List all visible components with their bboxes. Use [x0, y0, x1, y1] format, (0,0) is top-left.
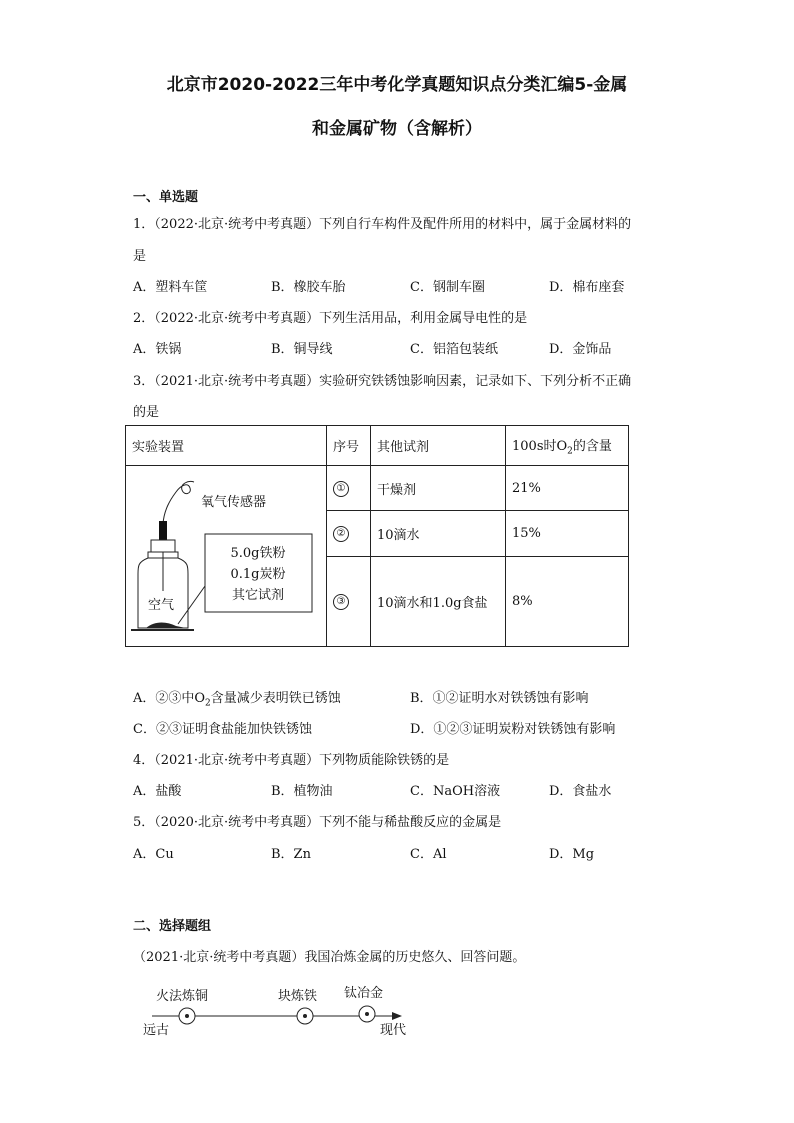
header-o2-post: 的含量 [572, 438, 612, 454]
q1-option-a: A．塑料车筐 [133, 280, 208, 295]
box-text-carbon: 0.1g炭粉 [230, 567, 286, 582]
apparatus-cell [126, 466, 327, 647]
timeline-event-copper: 火法炼铜 [156, 989, 209, 1004]
row3-reagent: 10滴水和1.0g食盐 [371, 556, 506, 647]
timeline-end-label: 现代 [380, 1023, 407, 1038]
q4-option-c: C．NaOH溶液 [410, 784, 501, 799]
q3-option-c: C．②③证明食盐能加快铁锈蚀 [133, 722, 312, 737]
table-header-row [126, 426, 629, 466]
timeline-event-iron: 块炼铁 [278, 989, 318, 1004]
q5-option-a: A．Cu [133, 847, 174, 862]
q5-option-c: C．Al [410, 847, 447, 862]
timeline-event-dot [185, 1014, 189, 1018]
q3-option-a-post: 含量减少表明铁已锈蚀 [210, 691, 341, 706]
apparatus-diagram [126, 466, 327, 646]
q3-experiment-table [125, 425, 629, 647]
q3-stem-line1: 3．（2021·北京·统考中考真题）实验研究铁锈蚀影响因素，记录如下、下列分析不正确 [133, 374, 632, 389]
section-heading-question-group: 二、选择题组 [133, 919, 212, 934]
box-text-other: 其它试剂 [231, 588, 285, 603]
q1-stem-line1: 1．（2022·北京·统考中考真题）下列自行车构件及配件所用的材料中，属于金属材料的 [133, 217, 632, 232]
air-label: 空气 [148, 598, 175, 613]
q2-option-a: A．铁锅 [133, 342, 182, 357]
timeline-event-titanium: 钛冶金 [344, 986, 384, 1001]
q3-option-a-pre: A．②③中O [133, 691, 206, 706]
box-text-iron: 5.0g铁粉 [230, 546, 286, 561]
q1-option-d: D．棉布座套 [549, 280, 625, 295]
timeline-event-dot [303, 1014, 307, 1018]
q5-option-d: D．Mg [549, 847, 595, 862]
timeline-start-label: 远古 [143, 1023, 170, 1038]
header-o2-sub: 2 [567, 446, 573, 457]
q5-stem: 5．（2020·北京·统考中考真题）下列不能与稀盐酸反应的金属是 [133, 815, 502, 830]
header-o2-pre: 100s时O [512, 438, 568, 454]
row1-o2: 21% [506, 466, 629, 511]
row2-number [327, 511, 371, 556]
doc-title-line1: 北京市2020-2022三年中考化学真题知识点分类汇编5-金属 [166, 75, 628, 95]
timeline-event-dot [365, 1012, 369, 1016]
q4-option-a: A．盐酸 [133, 784, 182, 799]
q3-option-b: B．①②证明水对铁锈蚀有影响 [410, 691, 589, 706]
doc-title-line2: 和金属矿物（含解析） [312, 119, 482, 139]
history-timeline [130, 978, 430, 1048]
q2-option-d: D．金饰品 [549, 342, 612, 357]
section-heading-single-choice: 一、单选题 [133, 190, 199, 205]
row3-number [327, 556, 371, 647]
timeline-arrow-icon [392, 1012, 402, 1020]
q2-stem: 2．（2022·北京·统考中考真题）下列生活用品，利用金属导电性的是 [133, 311, 528, 326]
q4-stem: 4．（2021·北京·统考中考真题）下列物质能除铁锈的是 [133, 753, 450, 768]
bottle-stopper [151, 540, 175, 552]
q2-option-b: B．铜导线 [271, 342, 333, 357]
row3-number-badge: ③ [333, 594, 349, 610]
row3-o2: 8% [506, 556, 629, 647]
q3-option-d: D．①②③证明炭粉对铁锈蚀有影响 [410, 722, 616, 737]
header-number: 序号 [327, 426, 371, 466]
row2-reagent: 10滴水 [371, 511, 506, 556]
q1-option-b: B．橡胶车胎 [271, 280, 346, 295]
box-pointer [178, 586, 205, 624]
powder-pile [146, 622, 186, 628]
q1-stem-line2: 是 [133, 249, 147, 264]
sensor-label: 氧气传感器 [201, 495, 267, 510]
q1-option-c: C．钢制车圈 [410, 280, 485, 295]
section2-intro: （2021·北京·统考中考真题）我国冶炼金属的历史悠久、回答问题。 [133, 950, 526, 965]
sensor-wire [163, 481, 194, 524]
row2-number-badge: ② [333, 526, 349, 542]
row1-reagent: 干燥剂 [371, 466, 506, 511]
header-apparatus: 实验装置 [126, 426, 327, 466]
q3-option-a-sub: 2 [205, 698, 211, 709]
header-reagent: 其他试剂 [371, 426, 506, 466]
table-row [126, 466, 629, 511]
header-o2-content [506, 426, 629, 466]
q4-option-d: D．食盐水 [549, 784, 612, 799]
q3-option-a [133, 687, 341, 709]
q3-stem-line2: 的是 [133, 405, 160, 420]
q2-option-c: C．铝箔包装纸 [410, 342, 498, 357]
row2-o2: 15% [506, 511, 629, 556]
row1-number [327, 466, 371, 511]
q4-option-b: B．植物油 [271, 784, 333, 799]
q5-option-b: B．Zn [271, 847, 311, 862]
row1-number-badge: ① [333, 481, 349, 497]
